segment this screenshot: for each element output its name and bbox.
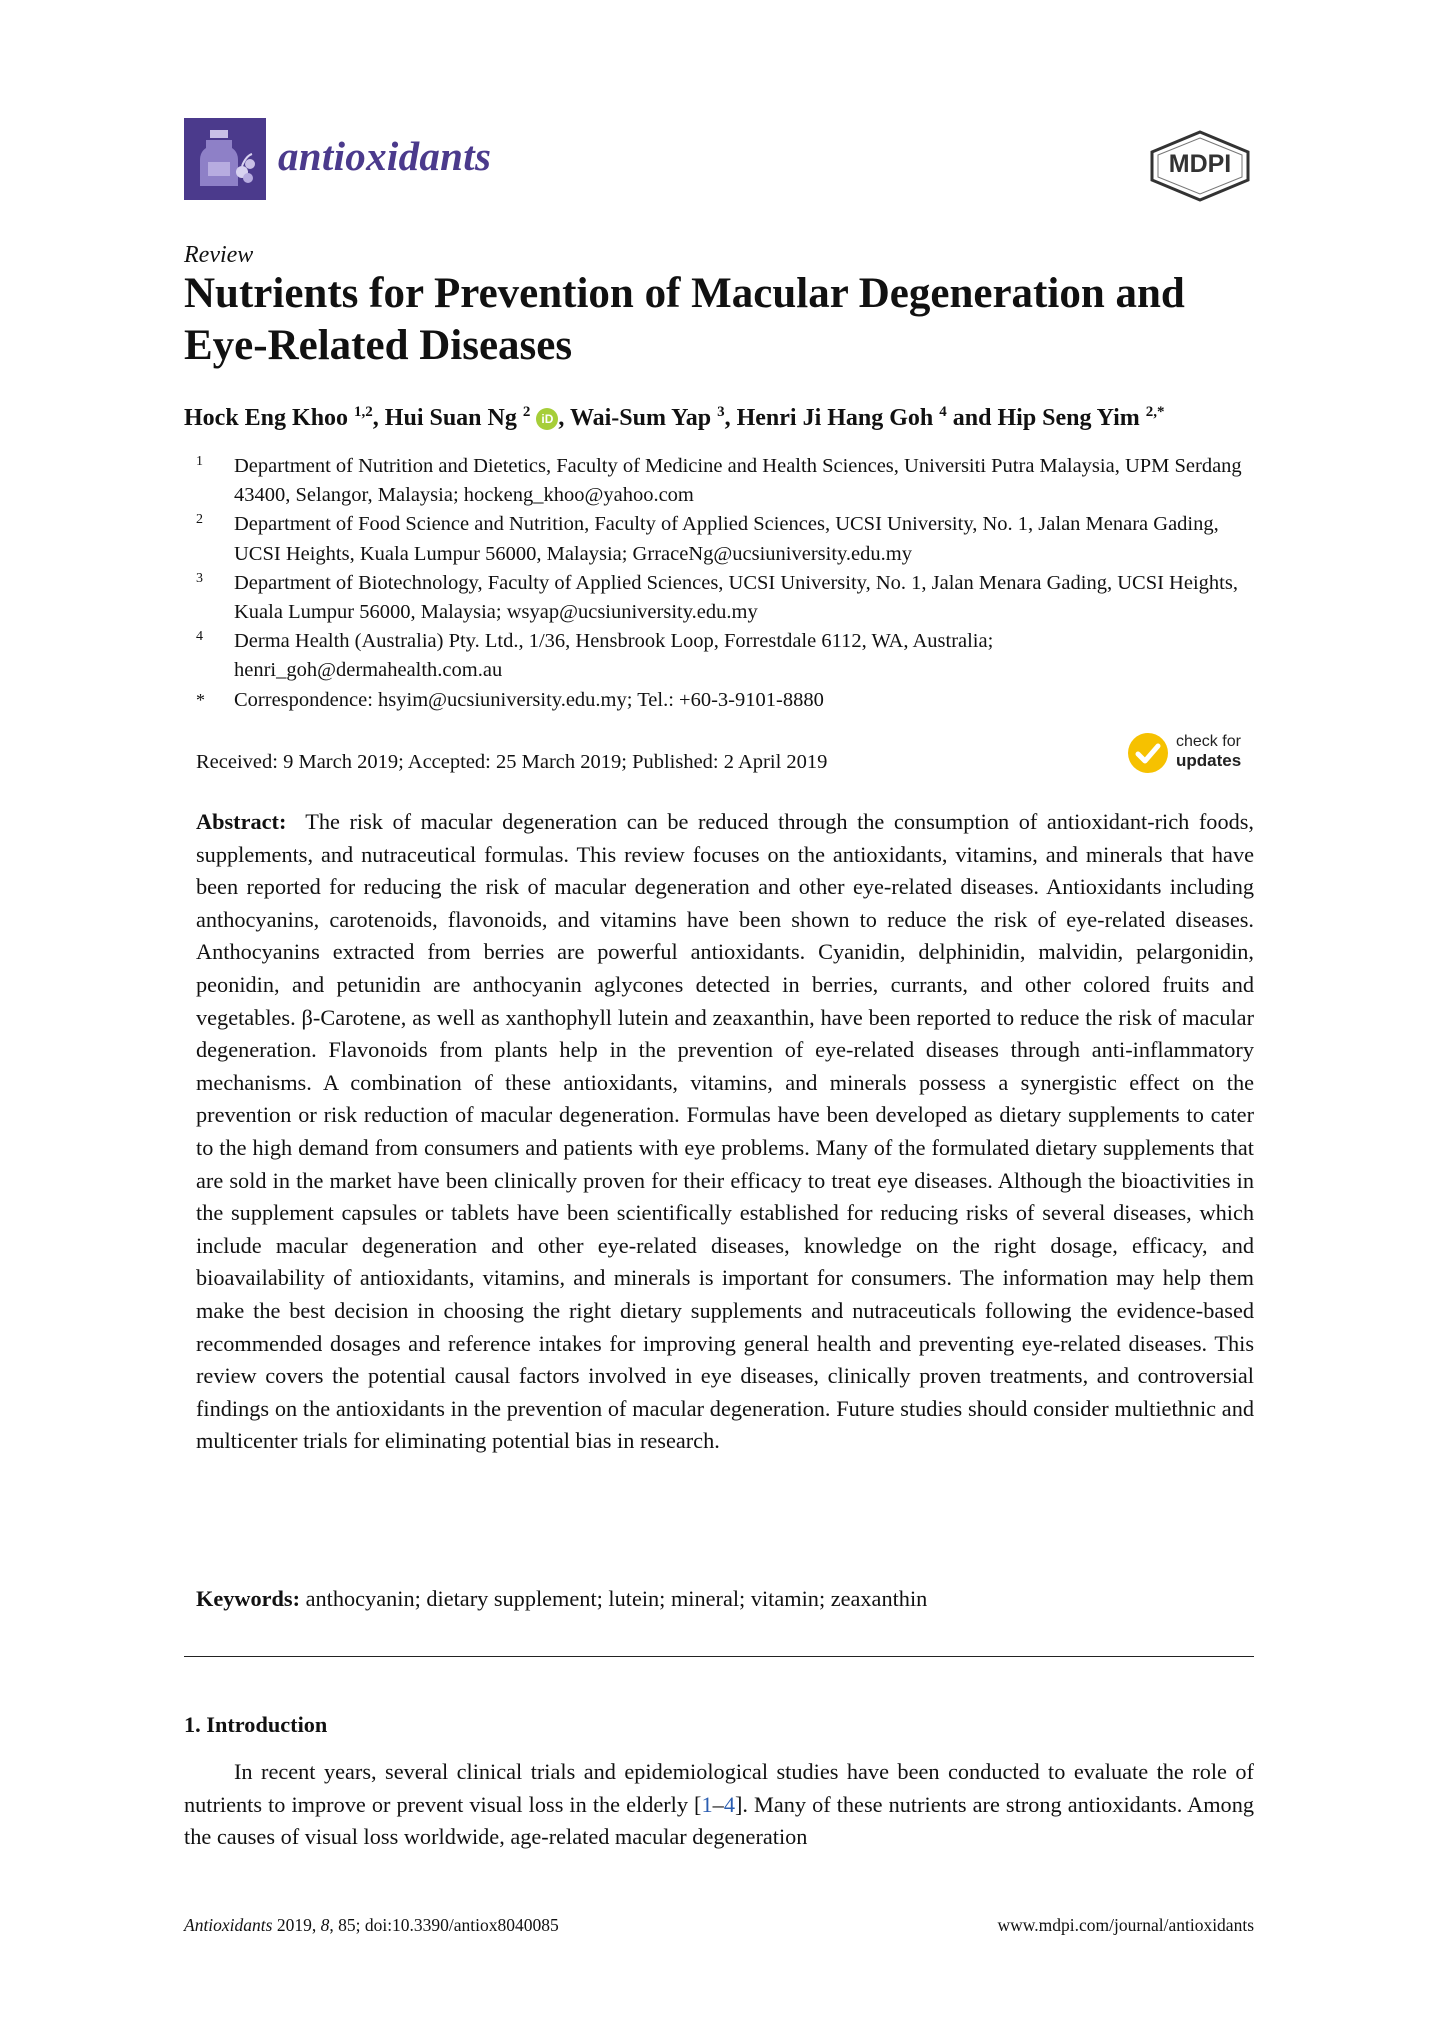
author-name: Henri Ji Hang Goh: [736, 405, 934, 431]
affiliation-number: 1: [196, 454, 203, 469]
author-name: Hip Seng Yim: [997, 405, 1140, 431]
affiliation-item: [184, 569, 1264, 627]
section-body: [184, 1756, 1254, 1854]
mdpi-wordmark: MDPI: [1168, 150, 1232, 178]
section-heading: 1. Introduction: [184, 1712, 328, 1737]
article-type: Review: [184, 242, 254, 268]
author-affiliation-marker: 3: [717, 404, 725, 420]
section-divider: [184, 1656, 1254, 1657]
author-affiliation-marker: 1,2: [354, 404, 373, 420]
checkmark-icon: [1128, 733, 1168, 773]
author-list: [184, 404, 1264, 432]
abstract-label: Abstract:: [196, 809, 287, 834]
citation-link[interactable]: 1: [701, 1791, 713, 1817]
affiliation-number: 2: [196, 512, 203, 528]
affiliation-number: 4: [196, 629, 203, 645]
keywords-text: anthocyanin; dietary supplement; lutein; mineral; vitamin; zeaxanthin: [305, 1586, 928, 1611]
abstract: [196, 806, 1254, 1458]
check-for-updates-badge[interactable]: [1128, 731, 1258, 777]
affiliation-text: Department of Nutrition and Dietetics, Faculty of Medicine and Health Sciences, Universiti Putra Malaysia, UPM Serdang 43400, Selangor, Malaysia; hockeng_khoo@yahoo.com: [234, 455, 1242, 507]
bottle-berries-icon: [184, 118, 266, 200]
correspondence-text: Correspondence: hsyim@ucsiuniversity.edu.my; Tel.: +60-3-9101-8880: [234, 688, 824, 711]
footer-citation-year: 2019,: [272, 1915, 321, 1935]
author-affiliation-marker: 2: [522, 404, 531, 420]
affiliation-text: Department of Biotechnology, Faculty of Applied Sciences, UCSI University, No. 1, Jalan Menara Gading, UCSI Heights, Kuala Lumpur 56000, Malaysia; wsyap@ucsiuniversity.edu.my: [234, 571, 1238, 624]
check-for-label: check for: [1176, 733, 1241, 750]
author-affiliation-marker: 2,*: [1145, 404, 1165, 420]
citation-link[interactable]: 4: [723, 1791, 735, 1817]
keywords-label: Keywords:: [196, 1586, 301, 1611]
section-text: ]. Many of these nutrients are strong antioxidants. Among the causes of visual loss worldwide, age-related macular degeneration: [184, 1791, 1254, 1850]
journal-logo: [184, 118, 266, 200]
correspondence-marker: *: [196, 689, 205, 710]
affiliations: [184, 452, 1264, 715]
author-separator: ,: [372, 405, 379, 431]
section-text: In recent years, several clinical trials and epidemiological studies have been conducted to evaluate the role of nutrients to improve or prevent visual loss in the elderly [: [184, 1759, 1254, 1817]
footer-journal: Antioxidants: [184, 1915, 273, 1935]
paper-title: Nutrients for Prevention of Macular Degeneration and Eye-Related Diseases: [184, 270, 1185, 369]
mdpi-logo: [1148, 130, 1252, 202]
abstract-text: The risk of macular degeneration can be reduced through the consumption of antioxidant-rich foods, supplements, and nutraceutical formulas. This review focuses on the antioxidants, vitamins, and minerals that have been reported for reducing the risk of macular degeneration and other eye-related diseases. Antioxidants including anthocyanins, carotenoids, flavonoids, and vitamins have been shown to reduce the risk of eye-related diseases. Anthocyanins extracted from berries are powerful antioxidants. Cyanidin, delphinidin, malvidin, pelargonidin, peonidin, and petunidin are anthocyanin aglycones detected in berries, currants, and other colored fruits and vegetables. β-Carotene, as well as xanthophyll lutein and zeaxanthin, have been reported to reduce the risk of macular degeneration. Flavonoids from plants help in the prevention of eye-related diseases through anti-inflammatory mechanisms. A combination of these antioxidants, vitamins, and minerals possess a synergistic effect on the prevention or risk reduction of macular degeneration. Formulas have been developed as dietary supplements to cater to the high demand from consumers and patients with eye problems. Many of the formulated dietary supplements that are sold in the market have been clinically proven for their efficacy to treat eye diseases. Although the bioactivities in the supplement capsules or tablets have been scientifically established for reducing risks of several diseases, which include macular degeneration and other eye-related diseases, knowledge on the right dosage, efficacy, and bioavailability of antioxidants, vitamins, and minerals is important for consumers. The information may help them make the best decision in choosing the right dietary supplements and nutraceuticals following the evidence-based recommended dosages and reference intakes for improving general health and preventing eye-related diseases. This review covers the potential causal factors involved in eye diseases, clinically proven treatments, and controversial findings on the antioxidants in the prevention of macular degeneration. Future studies should consider multiethnic and multicenter trials for eliminating potential bias in research.: [196, 809, 1254, 1454]
author-separator: ,: [558, 405, 565, 431]
affiliation-text: Department of Food Science and Nutrition, Faculty of Applied Sciences, UCSI University, No. 1, Jalan Menara Gading, UCSI Heights, Kuala Lumpur 56000, Malaysia; GrraceNg@ucsiuniversity.edu.my: [234, 513, 1219, 565]
correspondence-item: [184, 686, 1264, 715]
author-name: Wai-Sum Yap: [569, 405, 712, 431]
affiliation-item: [184, 452, 1264, 510]
affiliation-number: 3: [196, 570, 203, 586]
footer-doi: , 85; doi:10.3390/antiox8040085: [329, 1915, 559, 1935]
orcid-icon[interactable]: iD: [536, 408, 558, 430]
affiliation-item: [184, 627, 1264, 685]
footer-volume: 8: [320, 1915, 330, 1935]
affiliation-text: Derma Health (Australia) Pty. Ltd., 1/36, Hensbrook Loop, Forrestdale 6112, WA, Australia; henri_goh@dermahealth.com.au: [234, 630, 994, 682]
journal-name: antioxidants: [278, 133, 492, 179]
author-affiliation-marker: 4: [939, 404, 947, 420]
author-separator: and: [952, 405, 992, 431]
author-name: Hui Suan Ng: [384, 405, 517, 431]
keywords: [196, 1586, 1254, 1612]
footer-citation: [184, 1915, 559, 1936]
publication-dates: Received: 9 March 2019; Accepted: 25 March 2019; Published: 2 April 2019: [196, 751, 828, 773]
author-separator: ,: [724, 405, 731, 431]
author-name: Hock Eng Khoo: [184, 405, 349, 431]
footer-url[interactable]: www.mdpi.com/journal/antioxidants: [997, 1915, 1254, 1935]
affiliation-item: [184, 510, 1264, 568]
updates-label: updates: [1176, 751, 1242, 770]
citation-dash: –: [712, 1791, 724, 1817]
